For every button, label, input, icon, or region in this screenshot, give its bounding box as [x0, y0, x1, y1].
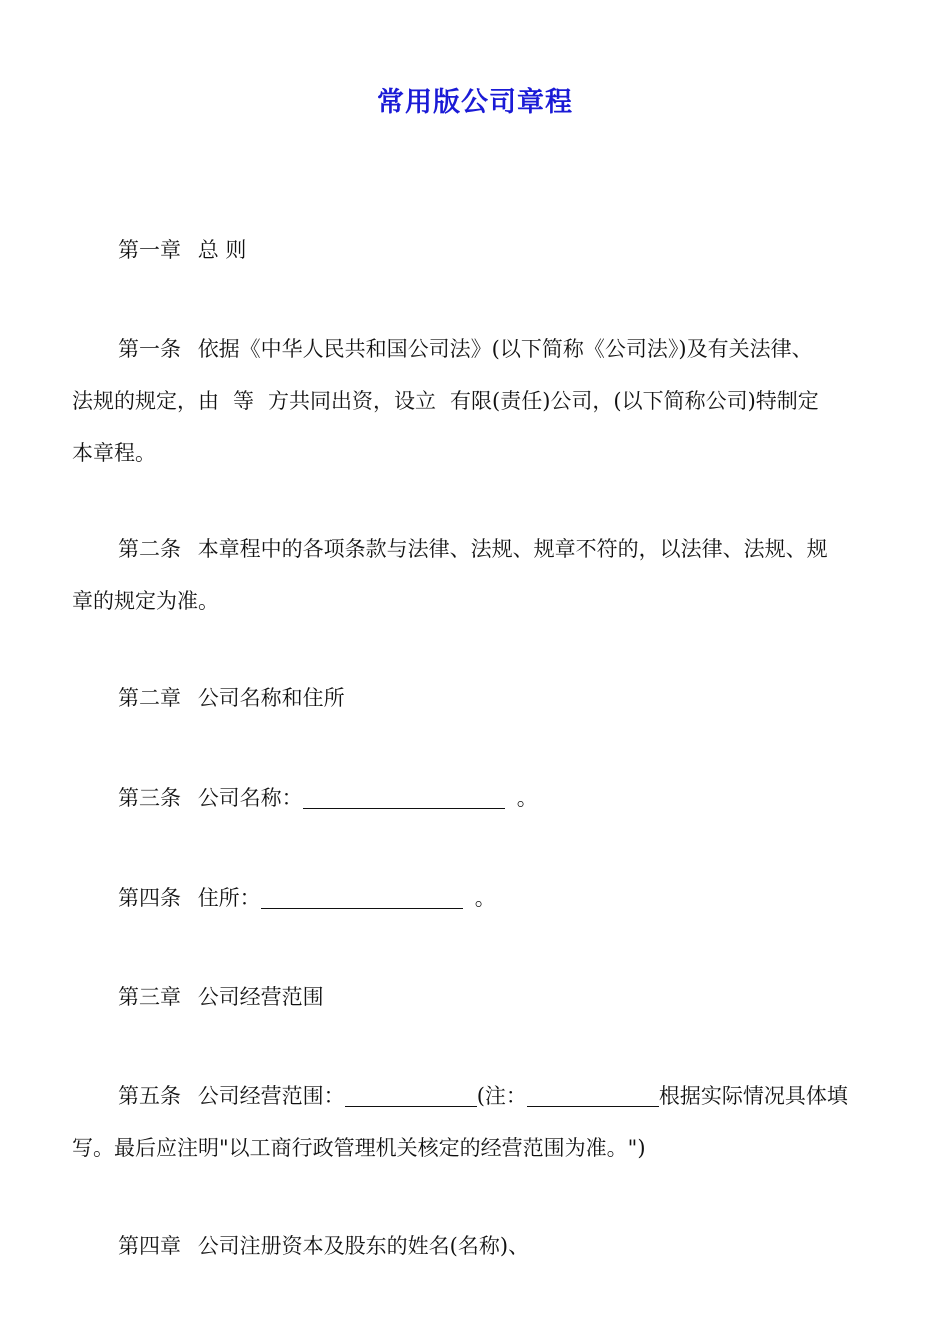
article-number: 第一条: [118, 337, 181, 361]
note-open: (注：: [476, 1084, 527, 1108]
article-text: 本章程。: [72, 441, 156, 465]
article-text: 法规的规定，由: [72, 389, 219, 413]
chapter-2-heading: [72, 672, 882, 724]
article-label: 公司名称：: [197, 786, 303, 810]
article-text: 本章程中的各项条款与法律、法规、规章不符的，以法律、法规、规: [197, 537, 828, 561]
chapter-title: 公司注册资本及股东的姓名(名称)、: [197, 1234, 530, 1258]
article-5: [72, 1070, 882, 1174]
chapter-title: 公司经营范围: [197, 985, 324, 1009]
article-text: 方共同出资，设立: [268, 389, 436, 413]
chapter-number: 第三章: [118, 985, 181, 1009]
chapter-3-heading: [72, 971, 882, 1023]
article-number: 第二条: [118, 537, 181, 561]
article-number: 第三条: [118, 786, 181, 810]
address-blank: [261, 888, 463, 909]
chapter-number: 第二章: [118, 686, 181, 710]
company-name-blank: [303, 788, 505, 809]
chapter-title: 总 则: [197, 238, 247, 262]
article-label: 住所：: [197, 886, 261, 910]
page-title: 常用版公司章程: [377, 87, 573, 118]
article-text: 依据《中华人民共和国公司法》(以下简称《公司法》)及有关法律、: [197, 337, 813, 361]
chapter-1-heading: [72, 224, 882, 276]
article-1: [72, 323, 882, 479]
article-end: 。: [516, 786, 538, 810]
article-text: 有限(责任)公司，(以下简称公司)特制定: [450, 389, 819, 413]
article-text: 章的规定为准。: [72, 589, 219, 613]
chapter-4-heading: [72, 1220, 882, 1272]
article-number: 第四条: [118, 886, 181, 910]
article-text: 等: [233, 389, 254, 413]
article-label: 公司经营范围：: [197, 1084, 345, 1108]
article-2: [72, 523, 882, 627]
article-3: [72, 772, 882, 824]
note-text: 根据实际情况具体填: [658, 1084, 848, 1108]
chapter-number: 第四章: [118, 1234, 181, 1258]
article-number: 第五条: [118, 1084, 181, 1108]
chapter-title: 公司名称和住所: [197, 686, 345, 710]
article-end: 。: [474, 886, 496, 910]
note-blank: [527, 1086, 659, 1107]
chapter-number: 第一章: [118, 238, 181, 262]
article-4: [72, 872, 882, 924]
note-text: 写。最后应注明"以工商行政管理机关核定的经营范围为准。"): [72, 1136, 646, 1160]
business-scope-blank: [345, 1086, 477, 1107]
